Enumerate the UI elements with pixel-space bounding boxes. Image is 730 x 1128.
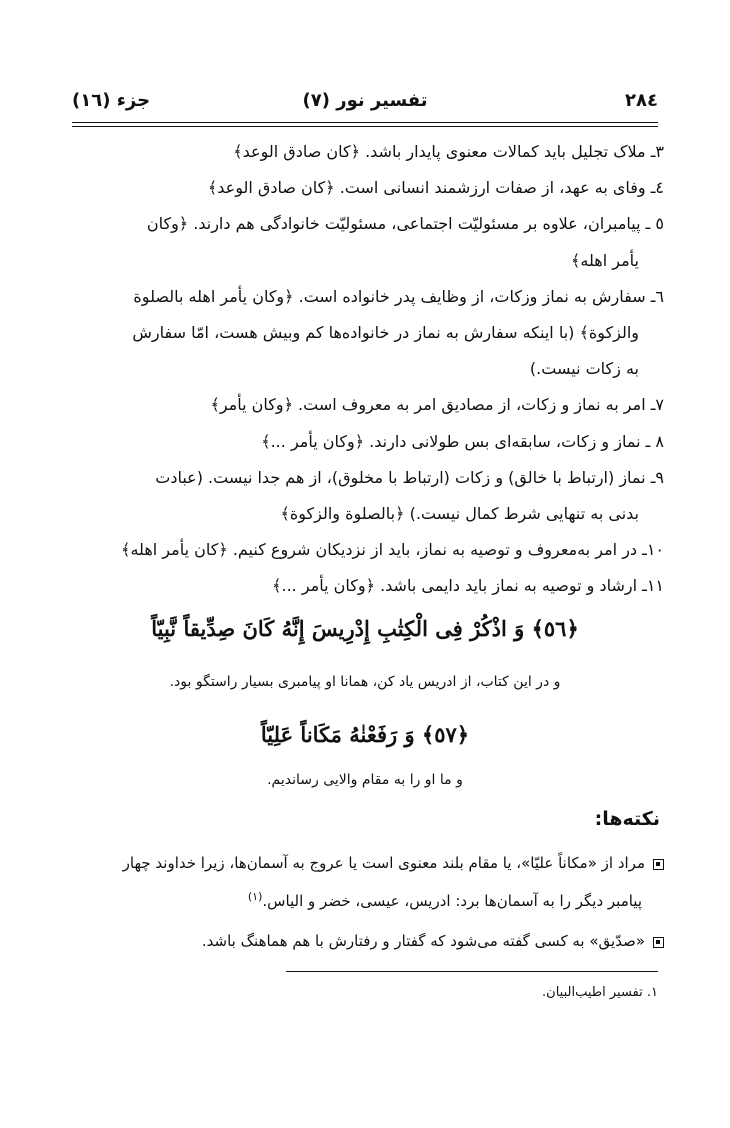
lesson-line: ٧ـ امر به نماز و زکات، از مصادیق امر به معروف است. ﴿وکان یأمر﴾ (210, 395, 664, 415)
note-text: «صدّیق» به کسی گفته می‌شود که گفتار و رفتارش با هم هماهنگ باشد. (201, 932, 645, 950)
lessons-list (66, 134, 664, 605)
lesson-line: والزکوة﴾ (با اینکه سفارش به نماز در خانواده‌ها کم وبیش هست، امّا سفارش (132, 323, 639, 343)
notes-list (66, 844, 664, 960)
lesson-line: به زکات نیست.) (529, 359, 639, 379)
book-title: تفسیر نور (۷) (302, 90, 428, 111)
lesson-line: ٨ ـ نماز و زکات، سابقه‌ای بس طولانی دارند. ﴿وکان یأمر ...﴾ (261, 431, 664, 451)
part-number: جزء (١٦) (72, 90, 151, 111)
lesson-line: بدنی به تنهایی شرط کمال نیست.) ﴿بالصلوة والزکوة﴾ (280, 504, 639, 524)
header-rule (72, 122, 658, 123)
note-item (66, 844, 664, 882)
lesson-line: ٣ـ ملاک تجلیل باید کمالات معنوی پایدار باشد. ﴿کان صادق الوعد﴾ (233, 142, 664, 161)
note-text: مراد از «مکاناً علیّا»، یا مقام بلند معنوی است یا عروج به آسمان‌ها، زیرا خداوند چهار (122, 854, 645, 872)
lesson-line: ١٠ـ در امر به‌معروف و توصیه به نماز، باید از نزدیکان شروع کنیم. ﴿کان یأمر اهله﴾ (121, 540, 664, 560)
verse-56-translation: و در این کتاب، از ادریس یاد کن، همانا او پیامبری بسیار راستگو بود. (169, 674, 561, 690)
running-header (72, 90, 658, 122)
note-item (66, 922, 664, 960)
lesson-line: ١١ـ ارشاد و توصیه به نماز باید دایمی باشد. ﴿وکان یأمر ...﴾ (272, 576, 664, 596)
notes-heading: نکته‌ها: (594, 808, 660, 830)
verse-57-translation: و ما او را به مقام والایی رساندیم. (267, 772, 463, 788)
note-continuation (66, 882, 664, 922)
square-bullet-icon (653, 859, 664, 870)
footnote: ١. تفسیر اطیب‌البیان. (542, 985, 658, 1000)
lesson-line: ٦ـ سفارش به نماز وزکات، از وظایف پدر خانواده است. ﴿وکان یأمر اهله بالصلوة (133, 286, 664, 306)
square-bullet-icon (653, 937, 664, 948)
header-rule-second (72, 126, 658, 127)
lesson-line: یأمر اهله﴾ (571, 250, 639, 270)
footnote-divider (286, 971, 658, 972)
note-text: پیامبر دیگر را به آسمان‌ها برد: ادریس، عیسی، خضر و الیاس. (262, 892, 642, 910)
verse-56: ﴿٥٦﴾ وَ اذْكُرْ فِى الْكِتٰبِ إِدْرِيسَ إِنَّهُ كَانَ صِدِّيقاً نَّبِيّاً (151, 616, 579, 641)
page-number: ٢٨٤ (625, 90, 658, 111)
verse-57: ﴿٥٧﴾ وَ رَفَعْنٰهُ مَكَاناً عَلِيّاً (260, 722, 470, 747)
footnote-reference: (١) (247, 890, 263, 903)
lesson-line: ٤ـ وفای به عهد، از صفات ارزشمند انسانی است. ﴿کان صادق الوعد﴾ (207, 178, 664, 198)
lesson-line: ٥ ـ پیامبران، علاوه بر مسئولیّت اجتماعی، مسئولیّت خانوادگی هم دارند. ﴿وکان (146, 214, 664, 234)
lesson-line: ٩ـ نماز (ارتباط با خالق) و زکات (ارتباط با مخلوق)، از هم جدا نیست. (عبادت (155, 467, 664, 487)
